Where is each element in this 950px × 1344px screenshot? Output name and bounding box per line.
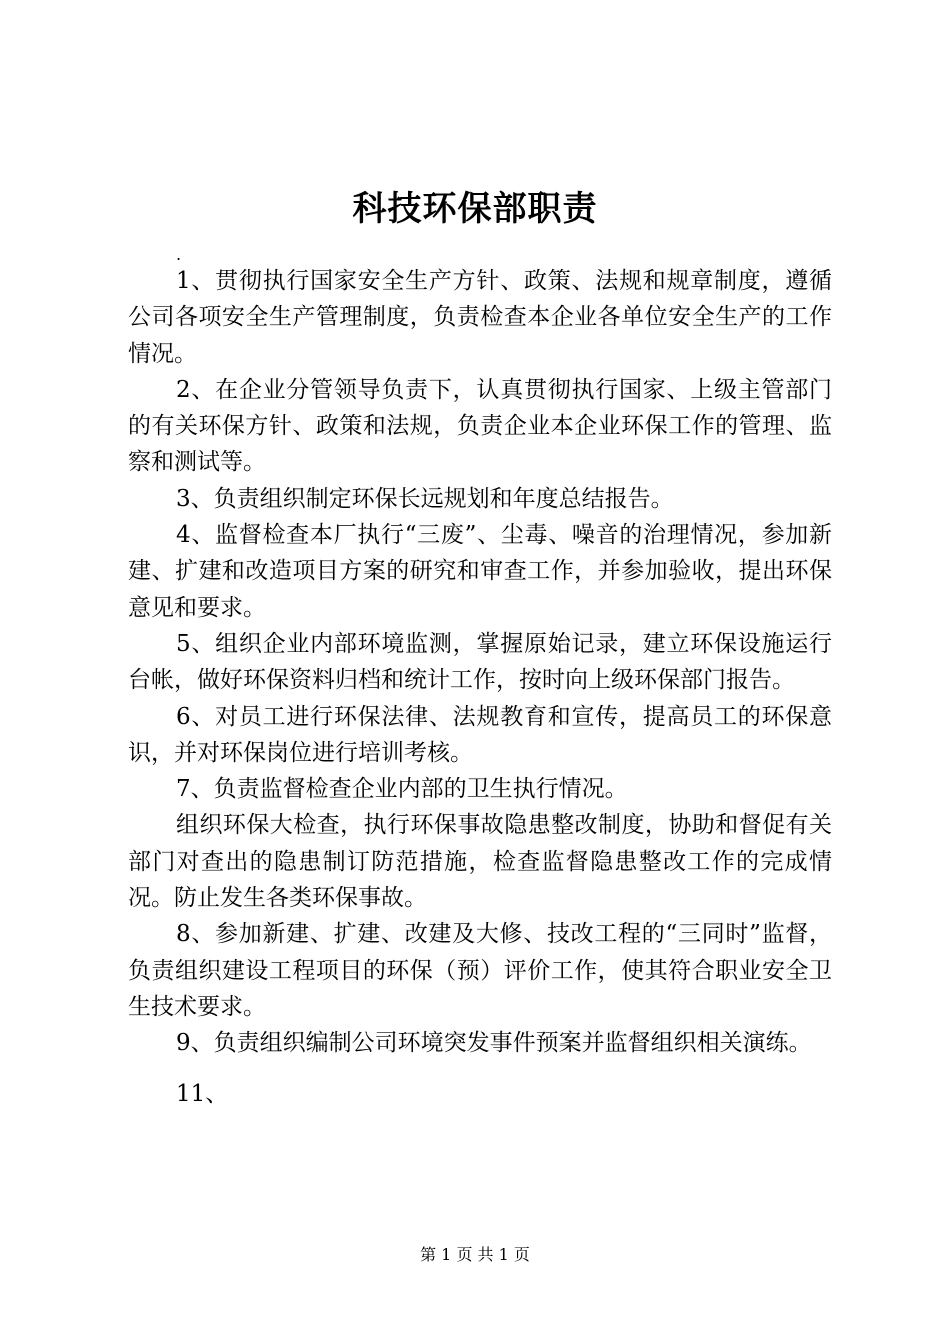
paragraph-inspection: 组织环保大检查，执行环保事故隐患整改制度，协助和督促有关部门对查出的隐患制订防范措施，检查监督隐患整改工作的完成情况。防止发生各类环保事故。 (128, 812, 832, 912)
document-body (128, 263, 832, 1112)
paragraph-3: 3、负责组织制定环保长远规划和年度总结报告。 (176, 485, 674, 512)
paragraph-2: 2、在企业分管领导负责下，认真贯彻执行国家、上级主管部门的有关环保方针、政策和法规，负责企业本企业环保工作的管理、监察和测试等。 (128, 376, 832, 476)
paragraph-4: 4、监督检查本厂执行“三废”、尘毒、噪音的治理情况，参加新建、扩建和改造项目方案的研究和审查工作，并参加验收，提出环保意见和要求。 (128, 522, 832, 621)
paragraph-11: 11、 (176, 1080, 229, 1107)
paragraph-8: 8、参加新建、扩建、改建及大修、技改工程的“三同时”监督，负责组织建设工程项目的环保（预）评价工作，使其符合职业安全卫生技术要求。 (128, 921, 832, 1020)
paragraph-1: 1、贯彻执行国家安全生产方针、政策、法规和规章制度，遵循公司各项安全生产管理制度，负责检查本企业各单位安全生产的工作情况。 (128, 268, 832, 367)
paragraph-6: 6、对员工进行环保法律、法规教育和宣传，提高员工的环保意识，并对环保岗位进行培训考核。 (128, 703, 832, 766)
stray-mark: . (176, 245, 182, 264)
document-title: 科技环保部职责 (352, 189, 598, 229)
page-footer: 第 1 页 共 1 页 (420, 1245, 530, 1264)
paragraph-7: 7、负责监督检查企业内部的卫生执行情况。 (176, 776, 628, 803)
paragraph-9: 9、负责组织编制公司环境突发事件预案并监督组织相关演练。 (176, 1030, 812, 1057)
paragraph-5: 5、组织企业内部环境监测，掌握原始记录，建立环保设施运行台帐，做好环保资料归档和统计工作，按时向上级环保部门报告。 (128, 630, 832, 694)
